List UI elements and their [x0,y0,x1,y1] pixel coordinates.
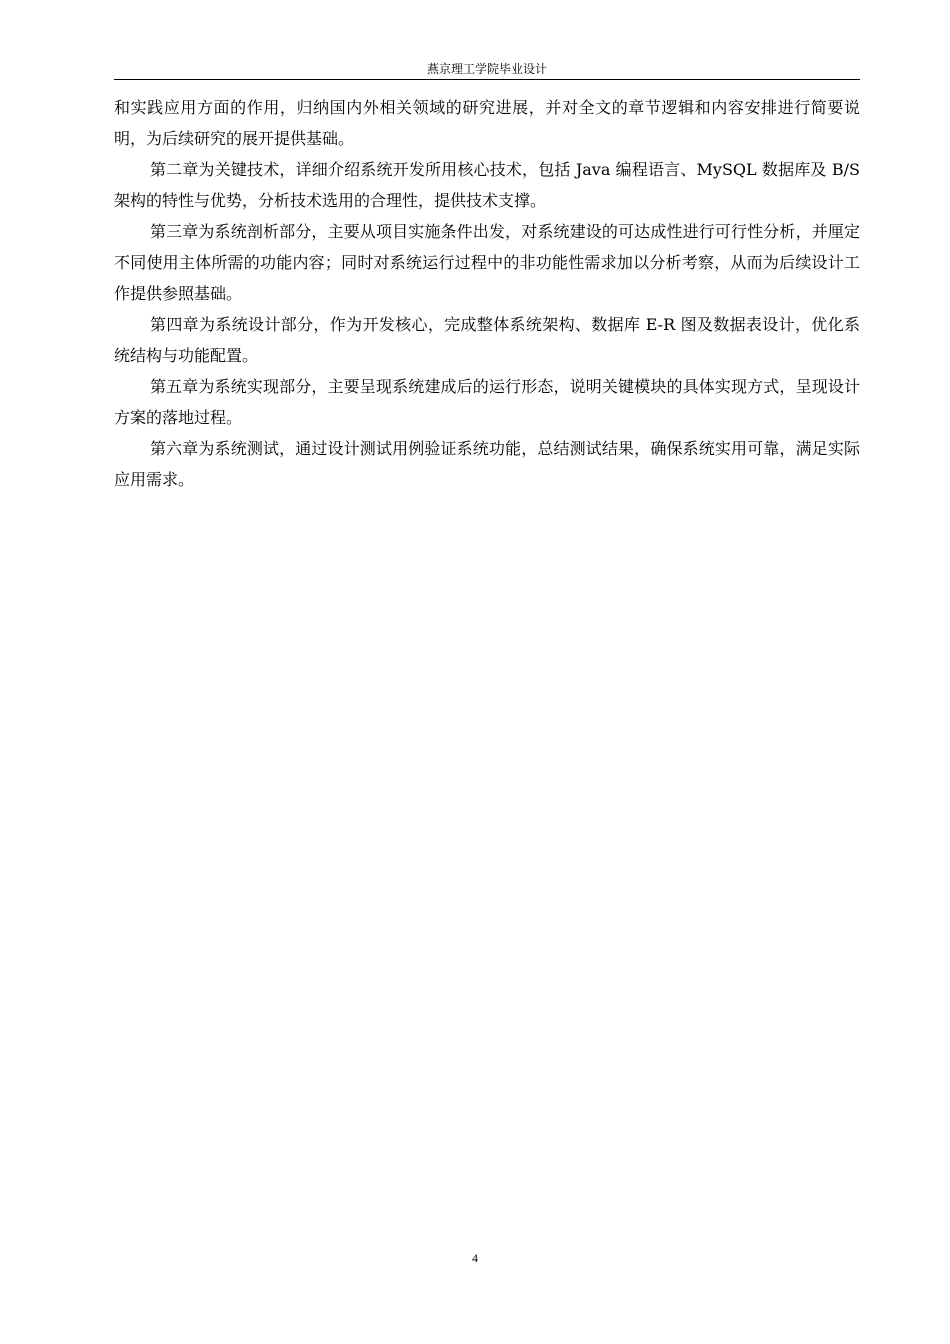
page-number: 4 [472,1251,478,1265]
paragraph-chapter-6: 第六章为系统测试，通过设计测试用例验证系统功能，总结测试结果，确保系统实用可靠，满足实际应用需求。 [114,439,860,489]
paragraph-chapter-3: 第三章为系统剖析部分，主要从项目实施条件出发，对系统建设的可达成性进行可行性分析，并厘定不同使用主体所需的功能内容；同时对系统运行过程中的非功能性需求加以分析考察，从而为后续设计工作提供参照基础。 [114,222,860,303]
paragraph-continuation: 和实践应用方面的作用，归纳国内外相关领域的研究进展，并对全文的章节逻辑和内容安排进行简要说明，为后续研究的展开提供基础。 [114,98,860,148]
header-divider [114,79,860,80]
body-text [114,92,860,495]
running-header: 燕京理工学院毕业设计 [426,62,547,76]
paragraph-chapter-2: 第二章为关键技术，详细介绍系统开发所用核心技术，包括 Java 编程语言、MySQL 数据库及 B/S 架构的特性与优势，分析技术选用的合理性，提供技术支撑。 [114,160,860,210]
paragraph-chapter-4: 第四章为系统设计部分，作为开发核心，完成整体系统架构、数据库 E-R 图及数据表设计，优化系统结构与功能配置。 [114,315,860,365]
paragraph-chapter-5: 第五章为系统实现部分，主要呈现系统建成后的运行形态，说明关键模块的具体实现方式，呈现设计方案的落地过程。 [114,377,860,427]
